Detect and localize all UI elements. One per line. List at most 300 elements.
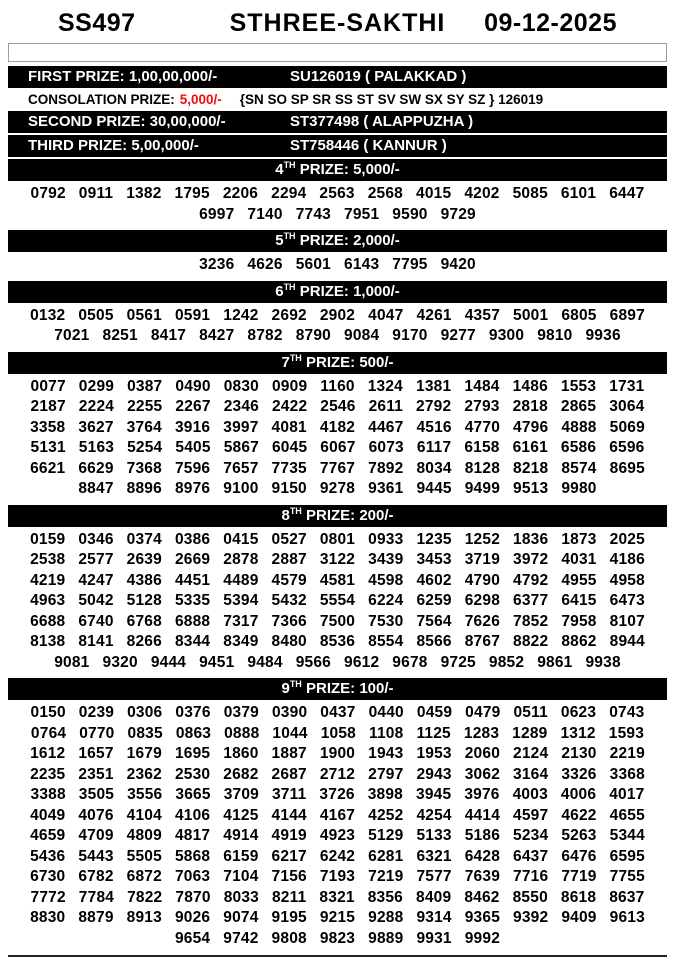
ticket-number: 1044 [272,724,308,742]
ticket-number: 4017 [609,786,645,803]
prize-section [8,159,667,228]
ticket-number: 4888 [561,418,597,436]
ticket-number: 1252 [464,530,501,548]
ticket-number: 9081 [54,653,90,671]
ticket-number: 9300 [488,327,525,344]
ticket-number: 4770 [464,418,501,436]
ticket-number: 9392 [513,909,549,926]
ticket-number-row [8,571,667,592]
ticket-number-grid [8,529,667,677]
ticket-number: 2943 [416,765,452,783]
ticket-number: 4125 [223,806,259,824]
ticket-number: 1283 [463,724,500,742]
ticket-number: 9288 [368,909,404,926]
ticket-number: 0909 [271,377,308,395]
ticket-number: 1953 [416,745,452,762]
ticket-number: 3997 [223,418,259,436]
ticket-number: 9084 [344,327,380,344]
ticket-number: 6473 [609,592,645,609]
ticket-number: 9823 [319,929,356,947]
ticket-number: 1900 [319,745,356,762]
ticket-number: 9808 [271,929,307,947]
ticket-number-row [8,785,667,806]
ticket-number: 0374 [126,530,162,548]
ticket-number: 7951 [344,205,380,223]
ticket-number: 3627 [78,418,114,436]
consolation-amount: 5,000/- [179,92,222,107]
ticket-number-grid [8,183,667,228]
ticket-number: 9992 [464,929,501,947]
consolation-row [8,90,667,109]
ticket-number: 1553 [560,377,597,395]
ticket-number: 5085 [512,185,548,202]
ticket-number: 5186 [464,827,501,844]
ticket-number: 7755 [609,868,645,885]
ticket-number: 7795 [392,256,428,273]
ticket-number: 6224 [368,592,404,609]
ticket-number: 1860 [223,745,259,762]
ticket-number: 2235 [30,765,66,783]
ticket-number: 4817 [174,827,211,844]
ticket-number: 4451 [174,571,211,589]
ticket-number: 9725 [440,653,476,671]
ticket-number: 3726 [319,786,355,803]
ticket-number: 6447 [609,185,645,202]
ticket-number: 1289 [512,724,548,742]
ticket-number: 8913 [126,909,162,926]
ticket-number: 2025 [609,530,645,548]
ticket-number: 0239 [78,704,115,721]
ticket-number: 2865 [560,398,597,415]
ticket-number: 8138 [30,633,66,650]
ticket-number: 6117 [416,439,452,456]
ticket-number: 8550 [512,888,548,906]
ticket-number: 5601 [295,256,331,273]
ticket-number: 1125 [416,724,451,742]
ticket-number: 1160 [320,377,355,395]
ticket-number: 0379 [223,704,259,721]
ticket-number: 1731 [609,377,645,395]
ticket-number: 5335 [174,592,211,609]
ticket-number: 4003 [512,786,548,803]
ticket-number: 6377 [513,592,549,609]
ticket-number: 1058 [320,724,356,742]
ticket-number: 3358 [30,418,66,436]
ticket-number: 8033 [223,888,259,906]
ticket-number: 3719 [464,551,501,568]
ticket-number: 8637 [609,888,645,906]
ticket-number: 9445 [416,480,452,497]
ticket-number: 9361 [368,480,404,497]
ticket-number: 8107 [609,612,645,630]
ticket-number: 4186 [609,551,645,568]
ticket-number: 7716 [513,868,549,885]
ticket-number: 0387 [127,377,163,395]
ticket-number: 7657 [223,459,259,477]
ticket-number-row [8,888,667,909]
ticket-number: 5234 [513,827,549,844]
ticket-number: 2687 [271,765,307,783]
prize-section-header: 4TH PRIZE: 5,000/- [8,159,667,181]
ticket-number: 6073 [368,439,404,456]
ticket-number: 0390 [271,704,308,721]
prize-section-header: 5TH PRIZE: 2,000/- [8,230,667,252]
ticket-number: 6242 [319,847,356,865]
ticket-number: 0077 [30,377,66,395]
ticket-number: 2639 [126,551,162,568]
ticket-number: 0479 [465,704,501,721]
ticket-number: 8790 [295,327,331,344]
ticket-number: 7140 [247,205,283,223]
ticket-number-row [8,612,667,633]
ticket-number: 2611 [368,398,404,415]
second-prize-label: SECOND PRIZE: 30,00,000/- [28,113,226,130]
ticket-number: 8554 [368,633,404,650]
ticket-number: 6437 [513,847,549,865]
ticket-number: 7219 [368,868,404,885]
ticket-number: 3439 [368,551,404,568]
ticket-number: 1235 [416,530,452,548]
consolation-series: {SN SO SP SR SS ST SV SW SX SY SZ } 126019 [239,92,544,107]
ticket-number: 9026 [174,909,211,926]
ticket-number: 1108 [369,724,404,742]
ticket-number-grid [8,305,667,350]
ticket-number: 8847 [78,480,114,497]
ticket-number: 3976 [464,786,500,803]
ticket-number: 4796 [513,418,549,436]
ticket-number: 4792 [513,571,549,589]
ticket-number: 2793 [464,398,500,415]
ticket-number: 8862 [561,633,597,650]
third-prize-winner: ST758446 ( KANNUR ) [289,137,447,154]
ticket-number-grid [8,376,667,503]
ticket-number: 2346 [223,398,259,415]
ticket-number-row [8,847,667,868]
ticket-number: 6158 [464,439,500,456]
ticket-number: 5432 [271,592,307,609]
ticket-number: 3236 [199,256,235,273]
ticket-number: 6805 [561,306,597,324]
ticket-number: 4144 [271,806,307,824]
ticket-number: 2187 [30,398,66,415]
ticket-number: 7156 [271,868,307,885]
ticket-number: 8879 [78,909,114,926]
ticket-number: 1242 [223,306,259,324]
ticket-number: 7719 [561,868,597,885]
ticket-number: 6897 [609,306,645,324]
ticket-number: 7368 [126,459,162,477]
ticket-number: 4414 [464,806,501,824]
ticket-number: 3326 [561,765,597,783]
ticket-number: 4489 [223,571,259,589]
page-title: STHREE-SAKTHI [229,9,446,37]
ticket-number-grid [8,254,667,279]
ticket-number: 5405 [175,439,211,456]
ticket-number: 2692 [271,306,307,324]
ticket-number: 6888 [174,612,211,630]
ticket-number: 3709 [223,786,259,803]
ticket-number: 4357 [464,306,501,324]
ticket-number-row [8,806,667,827]
ticket-number-row [8,397,667,418]
ticket-number: 8462 [464,888,500,906]
ticket-number: 9100 [223,480,259,497]
ticket-number: 2351 [78,765,114,783]
ticket-number-row [8,908,667,929]
ticket-number: 5042 [78,592,114,609]
ticket-number-row [8,591,667,612]
ticket-number: 4261 [416,306,452,324]
ticket-number: 2797 [368,765,404,783]
ticket-number: 1657 [78,745,114,762]
ticket-number: 6259 [416,592,452,609]
ticket-number: 4919 [271,827,307,844]
ticket-number: 6159 [223,847,259,865]
ticket-number: 8896 [126,480,162,497]
ticket-number: 7366 [271,612,307,630]
ticket-number: 0459 [416,704,453,721]
ticket-number: 5344 [609,827,645,844]
ticket-number: 6067 [320,439,356,456]
ticket-number: 8417 [150,327,187,344]
ticket-number: 8211 [271,888,307,906]
ticket-number: 0505 [78,306,114,324]
ticket-number: 0386 [174,530,211,548]
ticket-number: 6281 [368,847,404,865]
ticket-number: 4923 [319,827,356,844]
ticket-number: 2712 [319,765,356,783]
ticket-number: 8128 [464,459,501,477]
ticket-number: 8266 [126,633,162,650]
ticket-number: 2294 [271,185,307,202]
ticket-number: 4247 [78,571,114,589]
ticket-number-row [8,306,667,327]
ticket-number: 8356 [367,888,404,906]
ticket-number: 9590 [392,205,428,223]
ticket-number: 6161 [512,439,548,456]
ticket-number: 7626 [464,612,501,630]
ticket-number: 4579 [271,571,307,589]
ticket-number: 9566 [295,653,331,671]
ticket-number-row [8,867,667,888]
ticket-number: 9612 [344,653,380,671]
ticket-number-row [8,632,667,653]
ticket-number: 5128 [126,592,162,609]
ticket-number-row [8,326,667,347]
ticket-number: 1887 [271,745,307,762]
ticket-number: 8566 [416,633,452,650]
ticket-number: 0437 [320,704,356,721]
ticket-number: 0150 [30,704,66,721]
ticket-number: 0306 [127,704,163,721]
ticket-number: 9861 [537,653,573,671]
ticket-number: 4049 [30,806,66,824]
ticket-number-row [8,205,667,226]
ticket-number: 2130 [561,745,597,762]
first-prize-bar [8,66,667,88]
ticket-number: 4167 [319,806,356,824]
second-prize-bar [8,111,667,133]
ticket-number: 5436 [30,847,66,865]
ticket-number: 6143 [344,256,380,273]
ticket-number: 5254 [127,439,163,456]
ticket-number: 9277 [440,327,476,344]
ticket-number: 4202 [464,185,500,202]
third-prize-label: THIRD PRIZE: 5,00,000/- [28,137,199,154]
ticket-number-row [8,418,667,439]
ticket-number: 5129 [368,827,404,844]
ticket-number-row [8,438,667,459]
ticket-number: 8409 [416,888,452,906]
ticket-number: 4252 [368,806,404,824]
ticket-number: 0561 [126,306,162,324]
ticket-number-row [8,826,667,847]
ticket-number: 8251 [102,327,138,344]
ticket-number: 7772 [30,888,66,906]
ticket-number: 0591 [174,306,211,324]
ticket-number-row [8,479,667,500]
ticket-number: 3062 [464,765,501,783]
ticket-number: 0792 [30,185,66,202]
ticket-number: 2563 [319,185,355,202]
ticket-number: 4709 [78,827,114,844]
ticket-number: 0830 [223,377,259,395]
ticket-number: 6629 [78,459,114,477]
ticket-number: 4182 [319,418,356,436]
prize-section-header: 7TH PRIZE: 500/- [8,352,667,374]
ticket-number: 9678 [392,653,428,671]
ticket-number: 0743 [609,704,645,721]
third-prize-bar [8,135,667,157]
ticket-number: 0440 [368,704,404,721]
ticket-number: 0911 [78,185,114,202]
ticket-number: 2902 [319,306,356,324]
ticket-number: 4006 [560,786,597,803]
ticket-number: 5443 [78,847,114,865]
ticket-number: 0346 [78,530,114,548]
ticket-number: 2577 [78,551,114,568]
ticket-number: 0511 [513,704,548,721]
ticket-number: 4047 [368,306,404,324]
ticket-number: 3764 [126,418,162,436]
ticket-number: 4602 [416,571,452,589]
first-prize-winner: SU126019 ( PALAKKAD ) [289,68,467,85]
ticket-number: 5867 [223,439,259,456]
ticket-number: 6997 [199,205,235,223]
ticket-number: 1486 [512,377,548,395]
ticket-number: 7063 [174,868,211,885]
ticket-number: 3898 [367,786,404,803]
prize-section [8,230,667,279]
ticket-number: 3122 [319,551,356,568]
ticket-number: 4597 [513,806,549,824]
ticket-number: 9444 [150,653,187,671]
ticket-number: 4598 [368,571,404,589]
ticket-number: 0770 [79,724,115,742]
ticket-number: 9278 [319,480,356,497]
ticket-number-row [8,530,667,551]
ticket-number: 7577 [416,868,452,885]
ticket-number: 9409 [561,909,597,926]
ticket-number-grid [8,702,667,952]
ticket-number-row [8,724,667,745]
prize-sections [8,159,667,952]
ticket-number: 9613 [609,909,645,926]
ticket-number: 3064 [609,398,645,415]
prize-section-header: 9TH PRIZE: 100/- [8,678,667,700]
ticket-number-row [8,653,667,674]
ticket-number: 3916 [174,418,211,436]
prize-section [8,281,667,350]
ticket-number: 4790 [464,571,501,589]
ticket-number: 4655 [609,806,645,824]
ticket-number: 6595 [609,847,645,865]
ticket-number: 1795 [174,185,210,202]
ticket-number: 5131 [30,439,66,456]
ticket-number: 9320 [102,653,138,671]
ticket-number: 8767 [464,633,501,650]
draw-date: 09-12-2025 [484,9,617,37]
ticket-number: 8349 [223,633,259,650]
ticket-number-row [8,459,667,480]
ticket-number: 0801 [319,530,356,548]
ticket-number: 9150 [271,480,307,497]
ticket-number-row [8,744,667,765]
ticket-number: 9499 [464,480,501,497]
ticket-number: 9451 [199,653,235,671]
ticket-number: 7892 [368,459,404,477]
ticket-number: 2669 [174,551,211,568]
ticket-number: 8830 [30,909,66,926]
ticket-number: 9742 [223,929,259,947]
ticket-number-row [8,550,667,571]
ticket-number: 5868 [174,847,211,865]
ticket-number: 1312 [560,724,596,742]
ticket-number: 6768 [126,612,162,630]
ticket-number: 8976 [174,480,211,497]
ticket-number: 8344 [174,633,211,650]
ticket-number: 0764 [30,724,67,742]
ticket-number: 7735 [271,459,307,477]
ticket-number: 6740 [78,612,114,630]
ticket-number: 7317 [223,612,259,630]
ticket-number: 6872 [126,868,162,885]
ticket-number: 4581 [319,571,356,589]
ticket-number: 6415 [561,592,597,609]
ticket-number: 7639 [464,868,501,885]
prize-section-header: 6TH PRIZE: 1,000/- [8,281,667,303]
ticket-number: 2255 [127,398,163,415]
ticket-number: 9484 [247,653,283,671]
ticket-number: 6045 [271,439,308,456]
ticket-number: 6730 [30,868,66,885]
ticket-number: 7958 [561,612,597,630]
ticket-number: 0159 [30,530,66,548]
ticket-number: 6101 [560,185,597,202]
ticket-number: 4081 [271,418,307,436]
ticket-number: 4219 [30,571,66,589]
ticket-number: 9729 [440,205,476,223]
ticket-number: 1484 [464,377,500,395]
ticket-number: 0415 [223,530,259,548]
ticket-number: 2568 [367,185,404,202]
ticket-number: 2060 [464,745,501,762]
ticket-number: 5001 [513,306,549,324]
ticket-number: 3453 [416,551,452,568]
ticket-number: 9931 [416,929,452,947]
ticket-number: 0132 [30,306,66,324]
ticket-number: 9170 [392,327,428,344]
